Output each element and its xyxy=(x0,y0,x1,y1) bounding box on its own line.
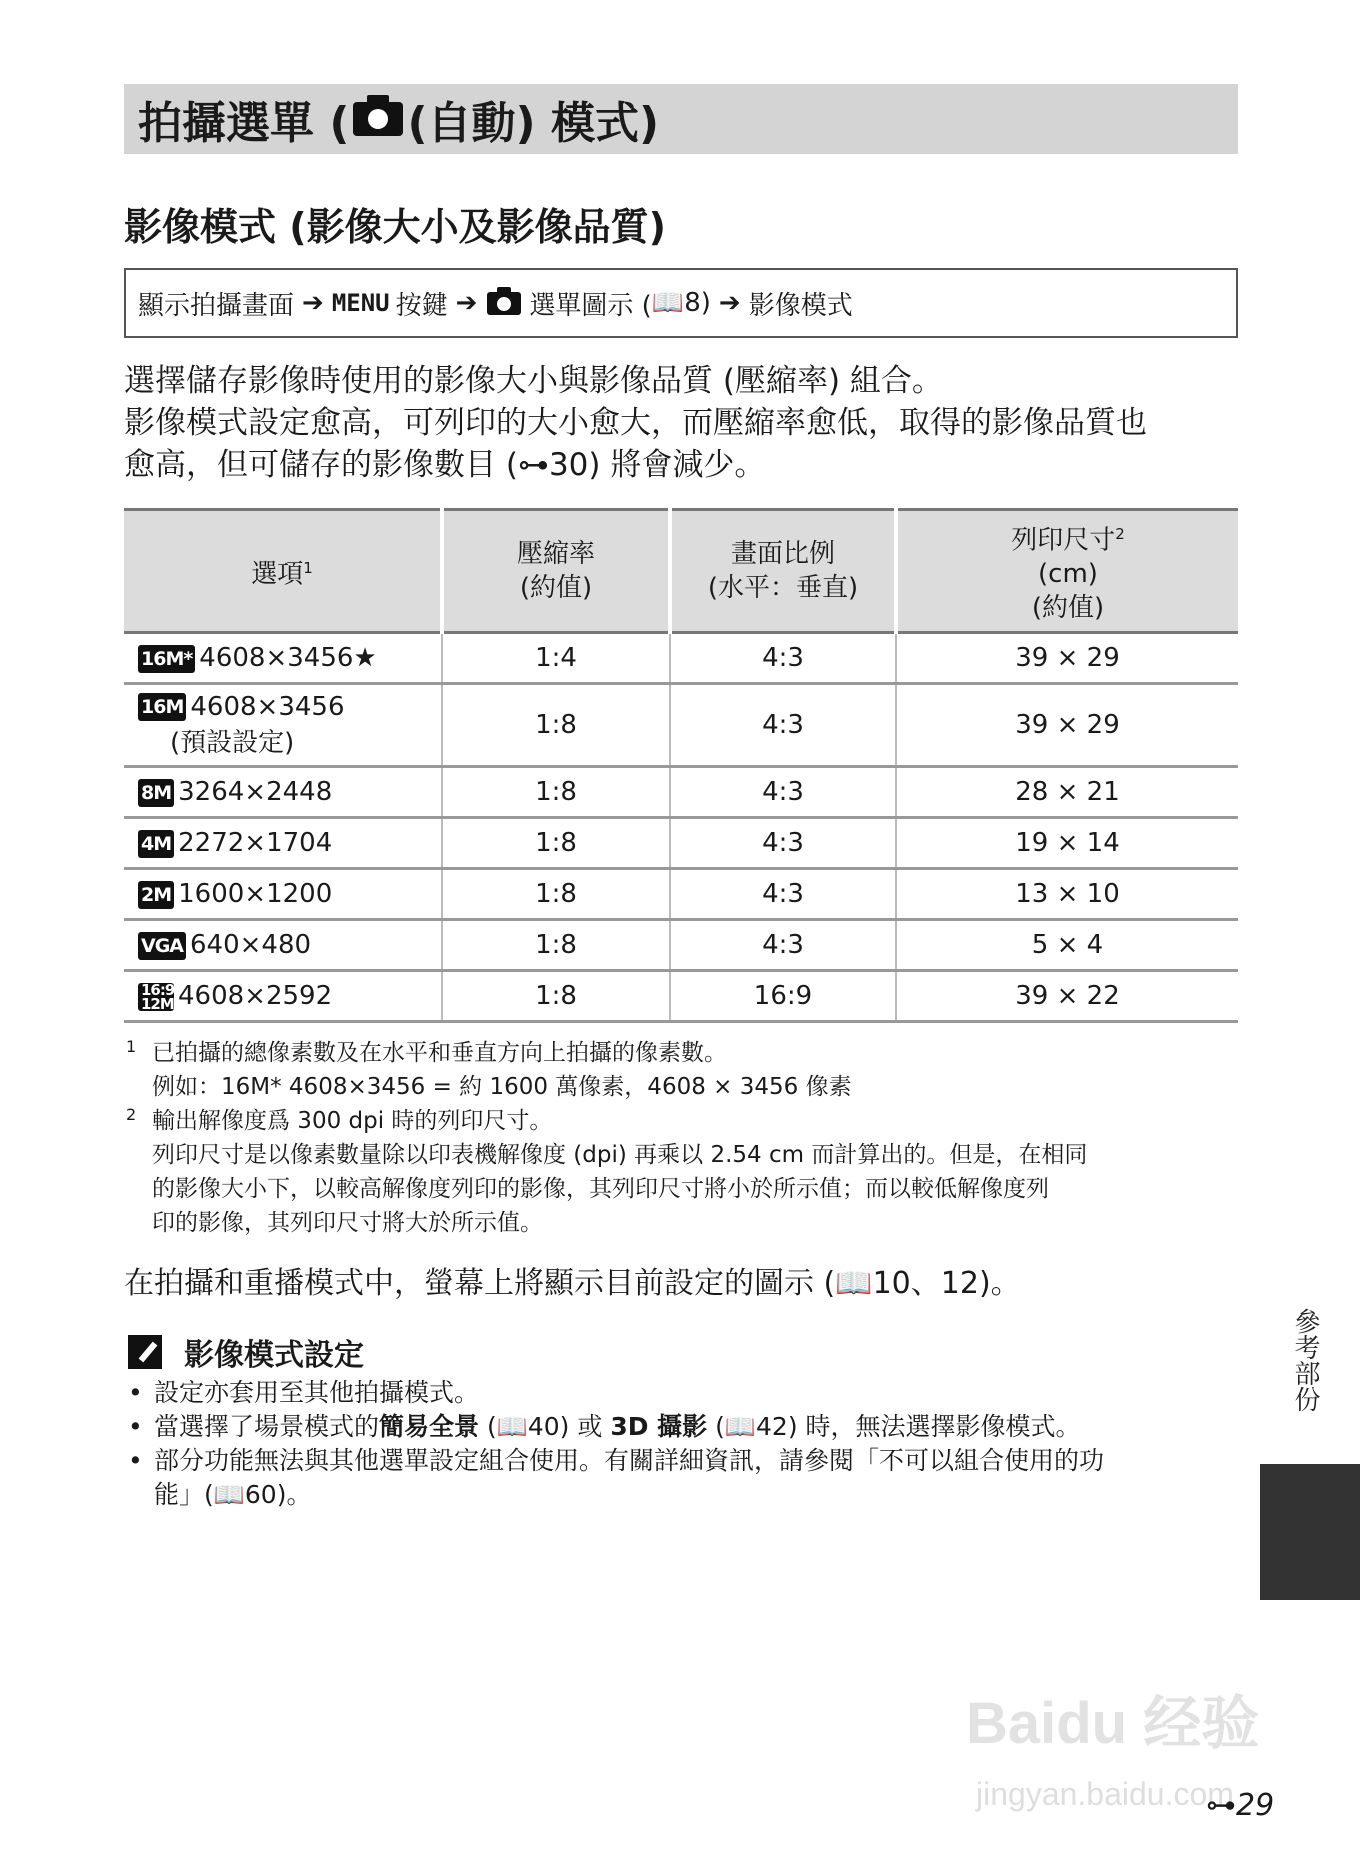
table-row xyxy=(124,633,1238,684)
image-mode-16m-star-icon: 16M* xyxy=(138,645,195,673)
table-row xyxy=(124,920,1238,971)
footnote: 2 輸出解像度爲 300 dpi 時的列印尺寸。 列印尺寸是以像素數量除以印表機解像度 (dpi) 再乘以 2.54 cm 而計算出的。但是，在相同 的影像大小下，以較高解像度列印的影像，其列印尺寸將小於所示值；而以較低解像度列 印的影像，其列印尺寸將大於所示值。 xyxy=(124,1104,1238,1240)
image-mode-2m-icon: 2M xyxy=(138,881,174,909)
print-size-cell: 5 × 4 xyxy=(896,920,1238,971)
image-mode-table xyxy=(124,508,1238,1023)
option-cell: 16:9 12M 4608×2592 xyxy=(124,971,442,1022)
footnotes xyxy=(124,1036,1238,1240)
page-title-bar xyxy=(124,84,1238,154)
image-mode-16-9-icon: 16:9 12M xyxy=(138,983,174,1011)
menu-path-box xyxy=(124,268,1238,338)
camera-icon xyxy=(353,102,403,136)
ratio-cell: 4:3 xyxy=(670,869,896,920)
ratio-cell: 4:3 xyxy=(670,767,896,818)
callout-title: 影像模式設定 xyxy=(184,1338,364,1373)
table-row xyxy=(124,971,1238,1022)
table-row xyxy=(124,869,1238,920)
footnote: 1 已拍攝的總像素數及在水平和垂直方向上拍攝的像素數。 例如：16M* 4608×3456 = 約 1600 萬像素，4608 × 3456 像素 xyxy=(124,1036,1238,1104)
intro-line: 愈高，但可儲存的影像數目 (⊶30) 將會減少。 xyxy=(124,447,766,483)
table-row xyxy=(124,767,1238,818)
header-compression: 壓縮率 (約值) xyxy=(442,510,670,633)
list-item: • 當選擇了場景模式的簡易全景 (📖40) 或 3D 攝影 (📖42) 時，無法選擇影像模式。 xyxy=(128,1410,1238,1444)
compression-cell: 1:8 xyxy=(442,684,670,767)
option-cell: 8M 3264×2448 xyxy=(124,767,442,818)
footnote-number: 1 xyxy=(126,1037,137,1056)
image-mode-16m-icon: 16M xyxy=(138,693,186,721)
table-row xyxy=(124,684,1238,767)
compression-cell: 1:8 xyxy=(442,971,670,1022)
intro-line: 影像模式設定愈高，可列印的大小愈大，而壓縮率愈低，取得的影像品質也 xyxy=(124,405,1147,441)
option-cell: 16M* 4608×3456★ xyxy=(124,633,442,684)
image-mode-4m-icon: 4M xyxy=(138,830,174,858)
intro-paragraph xyxy=(124,360,1244,486)
compression-cell: 1:8 xyxy=(442,767,670,818)
path-step-3-ref: 8) xyxy=(684,288,711,318)
camera-icon xyxy=(487,292,521,315)
watermark-url: jingyan.baidu.com xyxy=(976,1776,1234,1812)
image-mode-8m-icon: 8M xyxy=(138,779,174,807)
compression-cell: 1:4 xyxy=(442,633,670,684)
arrow-right-icon: ➔ xyxy=(302,288,324,318)
page-number: ⊶29 xyxy=(1206,1788,1275,1823)
list-item: • 設定亦套用至其他拍攝模式。 xyxy=(128,1376,1238,1410)
print-size-cell: 13 × 10 xyxy=(896,869,1238,920)
page-title-prefix: 拍攝選單 ( xyxy=(138,98,350,149)
default-setting-note: (預設設定) xyxy=(170,727,295,758)
page-title-suffix: (自動) 模式) xyxy=(407,98,660,149)
print-size-cell: 28 × 21 xyxy=(896,767,1238,818)
ratio-cell: 16:9 xyxy=(670,971,896,1022)
print-size-cell: 39 × 29 xyxy=(896,684,1238,767)
option-cell: 16M 4608×3456 (預設設定) xyxy=(124,684,442,767)
header-option: 選項$^1$ xyxy=(124,510,442,633)
path-step-3: 選單圖示 ( xyxy=(529,290,652,321)
path-step-2: 按鍵 xyxy=(395,290,448,321)
print-size-cell: 39 × 22 xyxy=(896,971,1238,1022)
compression-cell: 1:8 xyxy=(442,920,670,971)
table-row xyxy=(124,818,1238,869)
display-summary: 在拍攝和重播模式中，螢幕上將顯示目前設定的圖示 (📖10、12)。 xyxy=(124,1266,1021,1301)
book-icon: 📖 xyxy=(651,288,685,318)
option-cell: 4M 2272×1704 xyxy=(124,818,442,869)
header-print-size: 列印尺寸$^2$ (cm) (約值) xyxy=(896,510,1238,633)
intro-line: 選擇儲存影像時使用的影像大小與影像品質 (壓縮率) 組合。 xyxy=(124,363,943,399)
menu-key-label: MENU xyxy=(331,289,390,317)
table-header-row xyxy=(124,510,1238,633)
arrow-right-icon: ➔ xyxy=(718,288,741,318)
section-title: 影像模式 (影像大小及影像品質) xyxy=(124,205,666,249)
option-cell: VGA 640×480 xyxy=(124,920,442,971)
list-item: • 部分功能無法與其他選單設定組合使用。有關詳細資訊，請參閱「不可以組合使用的功 能」(📖60)。 xyxy=(128,1444,1238,1512)
pencil-note-icon xyxy=(128,1335,162,1369)
ratio-cell: 4:3 xyxy=(670,684,896,767)
ratio-cell: 4:3 xyxy=(670,633,896,684)
option-cell: 2M 1600×1200 xyxy=(124,869,442,920)
ratio-cell: 4:3 xyxy=(670,818,896,869)
print-size-cell: 19 × 14 xyxy=(896,818,1238,869)
path-step-4: 影像模式 xyxy=(748,290,853,321)
ratio-cell: 4:3 xyxy=(670,920,896,971)
callout-bullets xyxy=(128,1376,1238,1512)
compression-cell: 1:8 xyxy=(442,869,670,920)
header-aspect-ratio: 畫面比例 (水平：垂直) xyxy=(670,510,896,633)
footnote-number: 2 xyxy=(126,1105,137,1124)
compression-cell: 1:8 xyxy=(442,818,670,869)
watermark-logo: Baidu 经验 xyxy=(966,1691,1260,1756)
print-size-cell: 39 × 29 xyxy=(896,633,1238,684)
callout-header xyxy=(128,1330,364,1374)
side-section-tab xyxy=(1260,1464,1360,1600)
path-step-1: 顯示拍攝畫面 xyxy=(138,290,295,321)
image-mode-vga-icon: VGA xyxy=(138,932,186,960)
arrow-right-icon: ➔ xyxy=(455,288,478,318)
side-section-label: 參考部份 xyxy=(1290,1308,1320,1412)
